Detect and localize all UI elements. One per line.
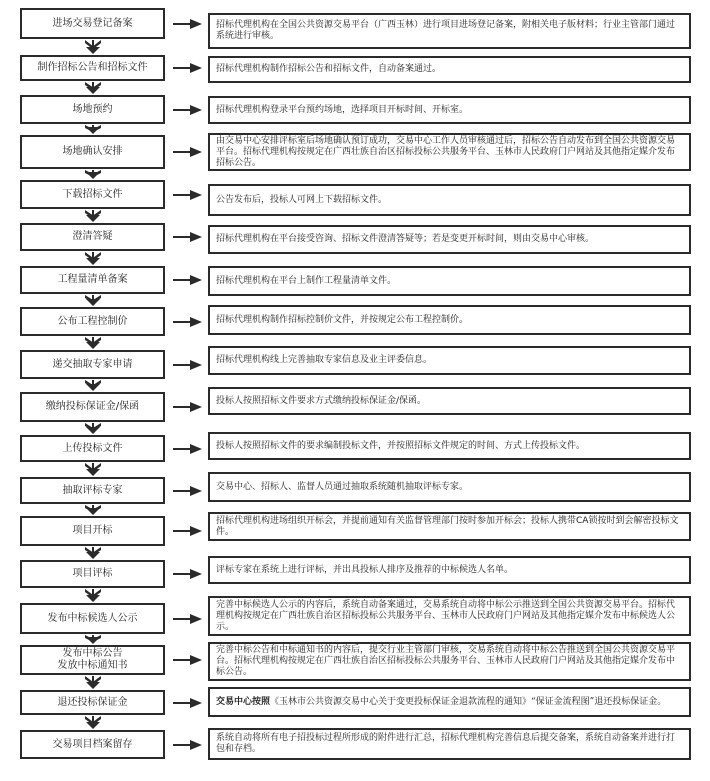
down-arrow-head xyxy=(86,595,100,602)
down-arrow-head xyxy=(86,552,100,559)
down-arrow-head xyxy=(86,427,100,434)
step-description: 招标代理机构制作招标控制价文件，并按规定公布工程控制价。 xyxy=(216,314,469,325)
step-label: 场地预约 xyxy=(72,103,113,115)
right-arrow-head xyxy=(190,232,202,242)
step-description: 投标人按照招标文件要求方式缴纳投标保证金/保函。 xyxy=(216,395,427,406)
down-arrow-head xyxy=(86,47,100,54)
step-label: 项目评标 xyxy=(72,568,113,579)
step-description: 评标专家在系统上进行评标，并出具投标人排序及推荐的中标候选人名单。 xyxy=(216,564,514,575)
down-arrow-head xyxy=(86,299,100,306)
right-arrow-head xyxy=(190,486,202,496)
step-description: 招标代理机构制作招标公告和招标文件，自动备案通过。 xyxy=(216,64,442,74)
step-label: 澄清答疑 xyxy=(72,231,113,242)
right-arrow-head xyxy=(190,275,202,285)
step-description: 完善中标候选人公示的内容后，系统自动备案通过，交易系统自动将中标公示推送到全国公共资源交易平台。招标代理机构按规定在广西壮族自治区招标投标公共服务平台、玉林市人民政府门户网站及其他指定媒介发布中标候选人公示。 xyxy=(216,599,676,632)
down-arrow-head xyxy=(86,87,100,94)
step-description: 系统自动将所有电子招投标过程所形成的附件进行汇总，招标代理机构完善信息后提交备案，系统自动备案并进行打包和存档。 xyxy=(216,733,676,754)
down-arrow-head xyxy=(86,215,100,222)
step-label: 发布中标公告 发放中标通知书 xyxy=(57,648,128,671)
down-arrow-head xyxy=(86,508,100,515)
down-arrow-head xyxy=(86,258,100,265)
step-label: 工程量清单备案 xyxy=(57,274,128,285)
down-arrow-head xyxy=(86,127,100,134)
description-citation: 《玉林市公共资源交易中心关于变更投标保证金退款流程的通知》“保证金流程图”退还投标保证金。 xyxy=(270,696,667,707)
right-arrow-head xyxy=(190,317,202,327)
right-arrow-head xyxy=(190,655,202,665)
horizontal-arrows xyxy=(173,19,202,750)
right-arrow-head xyxy=(190,698,202,708)
step-description: 投标人按照招标文件的要求编制投标文件，并按照招标文件规定的时间、方式上传投标文件。 xyxy=(216,440,586,451)
down-arrow-head xyxy=(86,384,100,391)
right-arrow-head xyxy=(190,526,202,536)
step-label: 场地确认安排 xyxy=(62,146,123,157)
step-label: 下载招标文件 xyxy=(62,188,123,200)
step-label: 退还投标保证金 xyxy=(57,696,128,708)
step-description: 由交易中心安排评标室后场地确认预订成功，交易中心工作人员审核通过后，招标公告自动发布到全国公共资源交易平台。招标代理机构按规定在广西壮族自治区招标投标公共服务平台、玉林市人民政府门户网站及其他指定媒介发布招标公告。 xyxy=(216,135,676,168)
step-description: 完善中标公告和中标通知书的内容后，提交行业主管部门审核，交易系统自动将中标公告推送到全国公共资源交易平台。招标代理机构按规定在广西壮族自治区招标投标公共服务平台、玉林市人民政府门户网站及其他指定媒介发布中标公告。 xyxy=(216,645,676,677)
right-arrow-head xyxy=(190,147,202,157)
step-label: 递交抽取专家申请 xyxy=(52,358,133,370)
step-description: 招标代理机构在平台接受咨询、招标文件澄清答疑等；若是变更开标时间，则由交易中心审核。 xyxy=(216,234,595,244)
step-description: 公告发布后，投标人可网上下载招标文件。 xyxy=(216,194,388,205)
step-label: 交易项目档案留存 xyxy=(52,738,133,750)
right-arrow-head xyxy=(190,105,202,115)
right-arrow-head xyxy=(190,190,202,200)
down-arrow-head xyxy=(86,172,100,179)
description-lead: 交易中心按照 xyxy=(216,696,271,707)
right-arrow-head xyxy=(190,444,202,454)
right-arrow-head xyxy=(190,740,202,750)
right-arrow-head xyxy=(190,402,202,412)
step-label: 上传投标文件 xyxy=(62,442,123,454)
step-label: 发布中标候选人公示 xyxy=(47,612,138,624)
step-label: 进场交易登记备案 xyxy=(52,17,133,29)
step-description: 招标代理机构进场组织开标会，并提前通知有关监督管理部门按时参加开标会；投标人携带CA锁按时到会解密投标文件。 xyxy=(216,515,679,537)
down-arrows xyxy=(85,40,101,729)
step-label: 缴纳投标保证金/保函 xyxy=(45,401,140,412)
step-description: 招标代理机构登录平台预约场地，选择项目开标时间、开标室。 xyxy=(216,104,469,115)
step-description: 招标代理机构在全国公共资源交易平台（广西玉林）进行项目进场登记备案，附相关电子版材料；行业主管部门通过系统进行审核。 xyxy=(216,20,676,41)
step-description: 招标代理机构在平台上制作工程量清单文件。 xyxy=(216,275,397,286)
right-arrow-head xyxy=(190,360,202,370)
step-description: 招标代理机构线上完善抽取专家信息及业主评委信息。 xyxy=(216,355,433,365)
step-label: 项目开标 xyxy=(72,525,113,536)
down-arrow-head xyxy=(86,469,100,476)
step-description: 交易中心、招标人、监督人员通过抽取系统随机抽取评标专家。 xyxy=(216,481,469,492)
down-arrow-head xyxy=(86,637,100,644)
right-arrow-head xyxy=(190,569,202,579)
step-label: 抽取评标专家 xyxy=(62,484,123,496)
down-arrow-head xyxy=(86,342,100,349)
down-arrow-head xyxy=(86,722,100,729)
step-label: 制作招标公告和招标文件 xyxy=(37,62,148,73)
right-arrow-head xyxy=(190,19,202,29)
step-label: 公布工程控制价 xyxy=(57,315,128,327)
down-arrow-head xyxy=(86,682,100,689)
right-arrow-head xyxy=(190,614,202,624)
right-arrow-head xyxy=(190,63,202,73)
